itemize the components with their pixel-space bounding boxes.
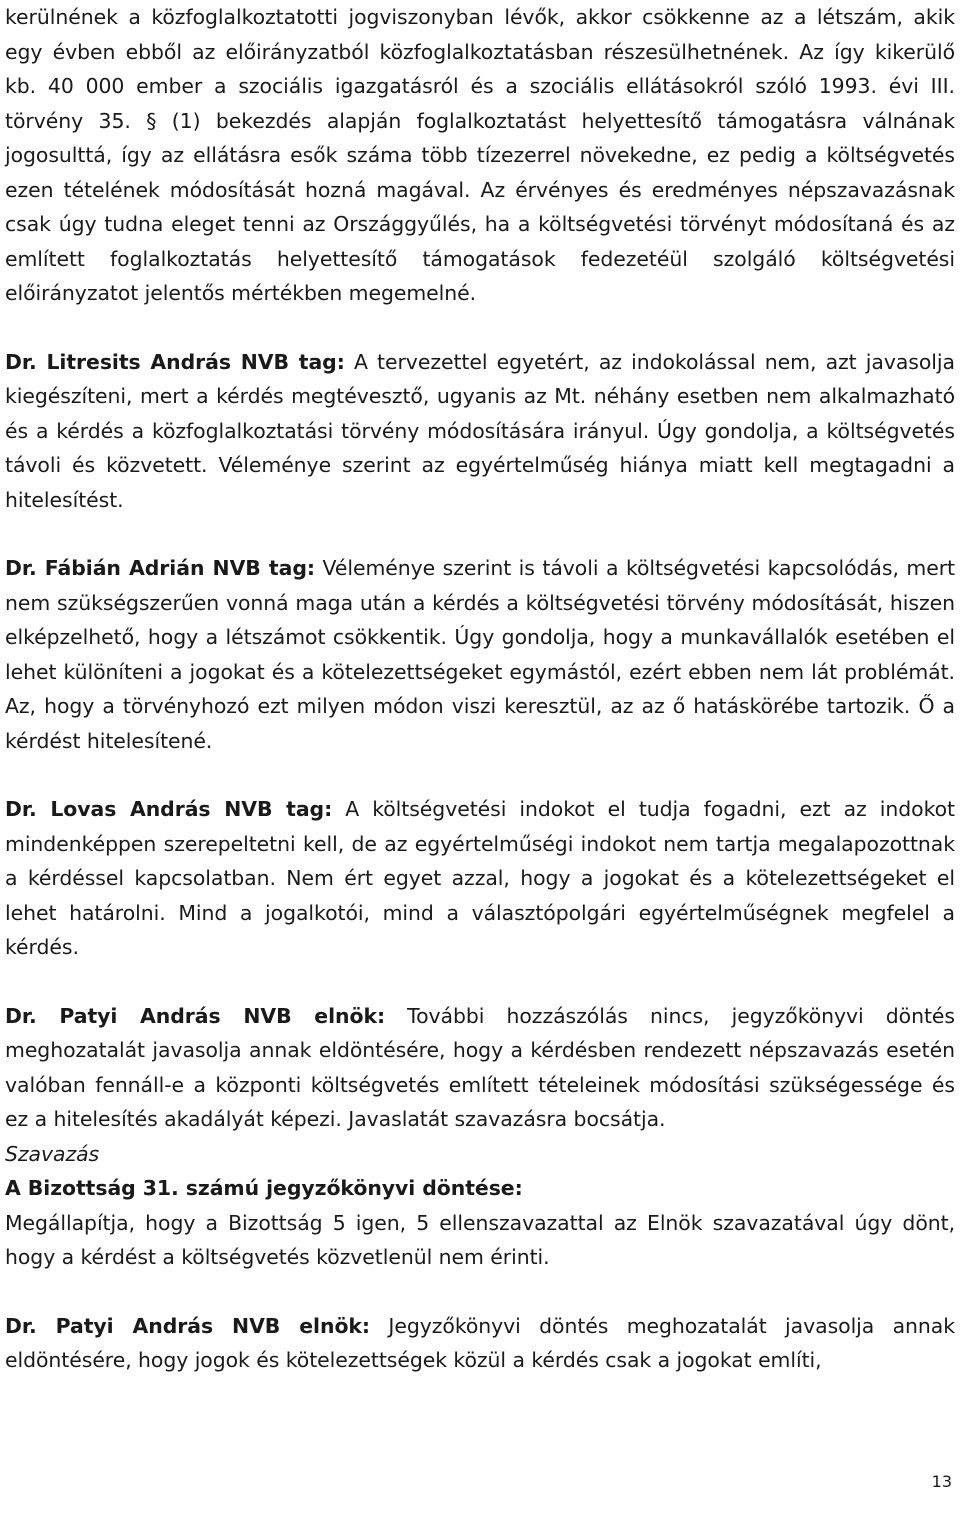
paragraph-lovas xyxy=(5,792,955,965)
speaker-name: Dr. Patyi András NVB elnök: xyxy=(5,1003,386,1028)
speaker-name: Dr. Fábián Adrián NVB tag: xyxy=(5,556,315,580)
paragraph-gap xyxy=(5,517,955,551)
speaker-name: Dr. Patyi András NVB elnök: xyxy=(5,1313,371,1338)
paragraph-gap xyxy=(5,1275,955,1309)
decision-text: Megállapítja, hogy a Bizottság 5 igen, 5 ellenszavazattal az Elnök szavazatával úgy dönt, hogy a kérdést a költségvetés közvetlenül nem érinti. xyxy=(5,1210,955,1269)
paragraph-litresits xyxy=(5,345,955,518)
document-page xyxy=(5,0,955,1378)
paragraph-patyi-second xyxy=(5,1309,955,1378)
paragraph-gap xyxy=(5,758,955,792)
speaker-statement: Véleménye szerint is távoli a költségvetési kapcsolódás, mert nem szükségszerűen vonná maga után a kérdés a költségvetési törvény módosítását, hiszen elképzelhető, hogy a létszámot csökkentik. Úgy gondolja, hogy a munkavállalók esetében el lehet különíteni a jogokat és a kötelezettségeket egymástól, ezért ebben nem lát problémát. Az, hogy a törvényhozó ezt milyen módon viszi keresztül, az az ő hatáskörébe tartozik. Ő a kérdést hitelesítené. xyxy=(5,556,955,753)
paragraph-patyi-proposal xyxy=(5,999,955,1137)
decision-title: A Bizottság 31. számú jegyzőkönyvi döntése: xyxy=(5,1176,523,1200)
speaker-name: Dr. Lovas András NVB tag: xyxy=(5,797,333,821)
paragraph-gap xyxy=(5,311,955,345)
paragraph-budget-impact: kerülnének a közfoglalkoztatotti jogviszonyban lévők, akkor csökkenne az a létszám, akik egy évben ebből az előirányzatból közfoglalkoztatásban részesülhetnének. Az így kikerülő kb. 40 000 ember a szociális igazgatásról és a szociális ellátásokról szóló 1993. évi III. törvény 35. § (1) bekezdés alapján foglalkoztatást helyettesítő támogatásra válnának jogosulttá, így az ellátásra esők száma több tízezerrel növekedne, ez pedig a költségvetés ezen tételének módosítását hozná magával. Az érvényes és eredményes népszavazásnak csak úgy tudna eleget tenni az Országgyűlés, ha a költségvetési törvényt módosítaná és az említett foglalkoztatás helyettesítő támogatások fedezetéül szolgáló költségvetési előirányzatot jelentős mértékben megemelné. xyxy=(5,5,955,305)
speaker-statement: A költségvetési indokot el tudja fogadni, ezt az indokot mindenképpen szerepeltetni kell, de az egyértelműségi indokot nem tartja megalapozottnak a kérdéssel kapcsolatban. Nem ért egyet azzal, hogy a jogokat és a kötelezettségeket el lehet határolni. Mind a jogalkotói, mind a választópolgári egyértelműségnek megfelel a kérdés. xyxy=(5,797,955,959)
paragraph-gap xyxy=(5,965,955,999)
paragraph-fabian xyxy=(5,551,955,758)
speaker-statement: A tervezettel egyetért, az indokolással nem, azt javasolja kiegészíteni, mert a kérdés megtévesztő, ugyanis az Mt. néhány esetben nem alkalmazható és a kérdés a közfoglalkoztatási törvény módosítására irányul. Úgy gondolja, a költségvetés távoli és közvetett. Véleménye szerint az egyértelműség hiánya miatt kell megtagadni a hitelesítést. xyxy=(5,349,955,512)
page-number: 13 xyxy=(931,1472,952,1491)
speaker-statement: Jegyzőkönyvi döntés meghozatalát javasolja annak eldöntésére, hogy jogok és kötelezettségek közül a kérdés csak a jogokat említi, xyxy=(5,1313,955,1372)
vote-label: Szavazás xyxy=(5,1141,100,1166)
speaker-statement: További hozzászólás nincs, jegyzőkönyvi döntés meghozatalát javasolja annak eldöntésére, hogy a kérdésben rendezett népszavazás esetén valóban fennáll-e a központi költségvetés említett tételeinek módosítási szükségessége és ez a hitelesítés akadályát képezi. Javaslatát szavazásra bocsátja. xyxy=(5,1003,955,1131)
speaker-name: Dr. Litresits András NVB tag: xyxy=(5,349,345,374)
